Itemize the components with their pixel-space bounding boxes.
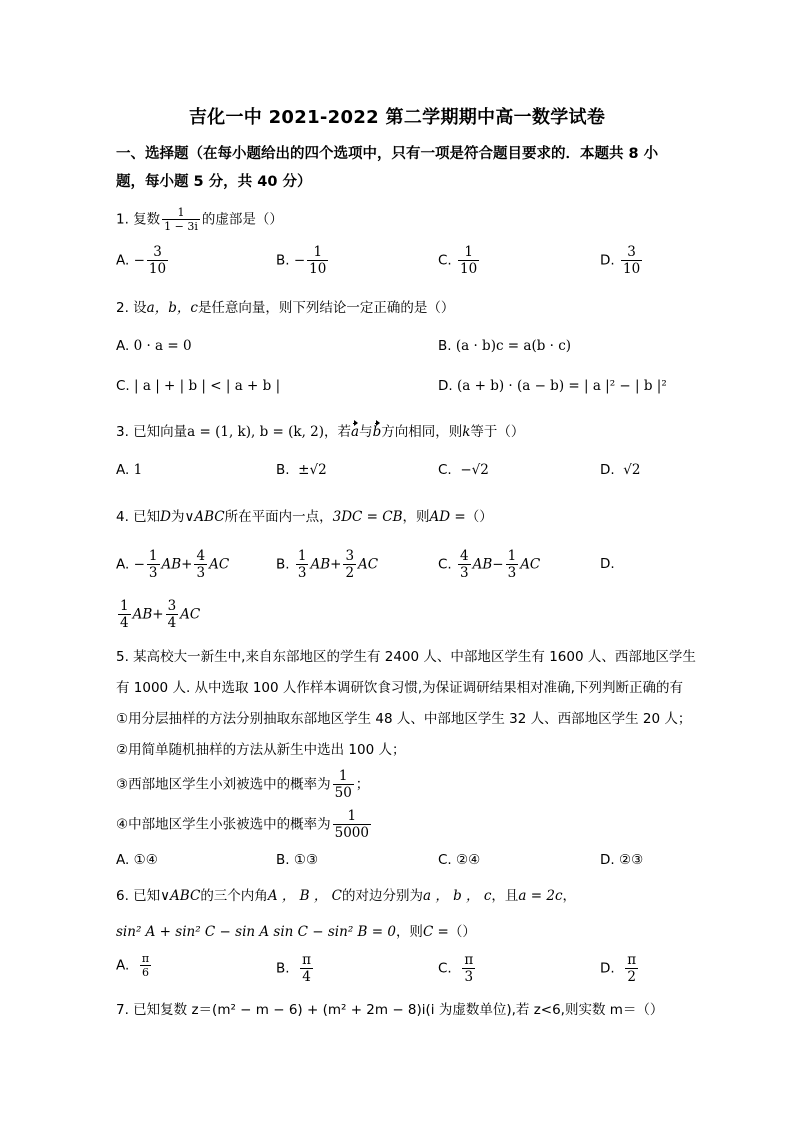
q2-option-b[interactable]: B. (a · b)c = a(b · c) (438, 338, 572, 354)
section-header-line-2: 题，每小题 5 分，共 40 分） (116, 174, 312, 190)
q6-option-a[interactable]: A. $\frac{\pi}{6}$ (116, 952, 150, 979)
section-header-line-1: 一、选择题（在每小题给出的四个选项中，只有一项是符合题目要求的．本题共 8 小 (116, 146, 659, 162)
q4-option-c[interactable]: C. $\frac{4}{3}$ AB− $\frac{1}{3}$ AC (438, 548, 541, 581)
q5-option-d[interactable]: D. ②③ (600, 852, 644, 868)
q1-fraction: $\frac{1}{1 - 3i}$ (164, 206, 198, 233)
question-3-stem: 3. 已知向量a = (1, k), b = (k, 2)，若a与b方向相同，则k等于（） (116, 424, 525, 440)
q2-option-a[interactable]: A. 0 · a = 0 (116, 338, 192, 354)
exam-title: 吉化一中 2021-2022 第二学期期中高一数学试卷 (188, 107, 606, 128)
q1-option-c[interactable]: C. $\frac{1}{10}$ (438, 244, 478, 277)
question-5-item-1: ①用分层抽样的方法分别抽取东部地区学生 48 人、中部地区学生 32 人、西部地区学生 20 人； (116, 711, 692, 727)
q5-option-a[interactable]: A. ①④ (116, 852, 158, 868)
q5-option-b[interactable]: B. ①③ (276, 852, 319, 868)
question-1-stem: 1. 复数 $\frac{1}{1 - 3i}$ 的虚部是（） (116, 206, 283, 233)
question-2-stem: 2. 设a，b，c是任意向量，则下列结论一定正确的是（） (116, 300, 455, 316)
q4-option-b[interactable]: B. $\frac{1}{3}$ AB+ $\frac{3}{2}$ AC (276, 548, 379, 581)
q3-option-b[interactable]: B. ±√2 (276, 462, 327, 478)
question-5-line-2: 有 1000 人. 从中选取 100 人作样本调研饮食习惯,为保证调研结果相对准确,下列判断正确的有 (116, 680, 683, 696)
q4-option-d[interactable]: $\frac{1}{4}$ AB+ $\frac{3}{4}$ AC (120, 598, 201, 631)
q6-option-b[interactable]: B. $\frac{\pi}{4}$ (276, 952, 312, 985)
q1-option-b[interactable]: B. − $\frac{1}{10}$ (276, 244, 327, 277)
question-5-item-4: ④中部地区学生小张被选中的概率为 $\frac{1}{5000}$ (116, 808, 369, 841)
question-4-stem: 4. 已知D为∨ABC所在平面内一点，3DC = CB，则AD =（） (116, 509, 493, 525)
q2-option-d[interactable]: D. (a + b) · (a − b) = | a |² − | b |² (438, 378, 667, 394)
q4-option-a[interactable]: A. − $\frac{1}{3}$ AB+ $\frac{4}{3}$ AC (116, 548, 230, 581)
question-5-item-2: ②用简单随机抽样的方法从新生中选出 100 人； (116, 742, 406, 758)
section-choice-header (116, 140, 716, 196)
question-6-stem: 6. 已知∨ABC的三个内角A ， B ， C的对边分别为a ， b ， c，且a = 2c， (116, 888, 576, 904)
question-6-equation: sin² A + sin² C − sin A sin C − sin² B = 0，则C =（） (116, 924, 476, 940)
q4-option-d-label[interactable]: D. (600, 556, 615, 572)
q3-option-c[interactable]: C. −√2 (438, 462, 489, 478)
q2-option-c[interactable]: C. | a | + | b | < | a + b | (116, 378, 281, 394)
q6-option-d[interactable]: D. $\frac{\pi}{2}$ (600, 952, 637, 985)
q3-option-a[interactable]: A. 1 (116, 462, 143, 478)
q1-option-a[interactable]: A. − $\frac{3}{10}$ (116, 244, 167, 277)
q1-option-d[interactable]: D. $\frac{3}{10}$ (600, 244, 641, 277)
question-7-stem: 7. 已知复数 z＝(m² − m − 6) + (m² + 2m − 8)i(i 为虚数单位),若 z<6,则实数 m＝（） (116, 1002, 664, 1018)
q5-option-c[interactable]: C. ②④ (438, 852, 481, 868)
q3-option-d[interactable]: D. √2 (600, 462, 641, 478)
question-5-item-3: ③西部地区学生小刘被选中的概率为 $\frac{1}{50}$ ； (116, 768, 370, 801)
q6-option-c[interactable]: C. $\frac{\pi}{3}$ (438, 952, 474, 985)
question-5-line-1: 5. 某高校大一新生中,来自东部地区的学生有 2400 人、中部地区学生有 1600 人、西部地区学生 (116, 649, 696, 665)
